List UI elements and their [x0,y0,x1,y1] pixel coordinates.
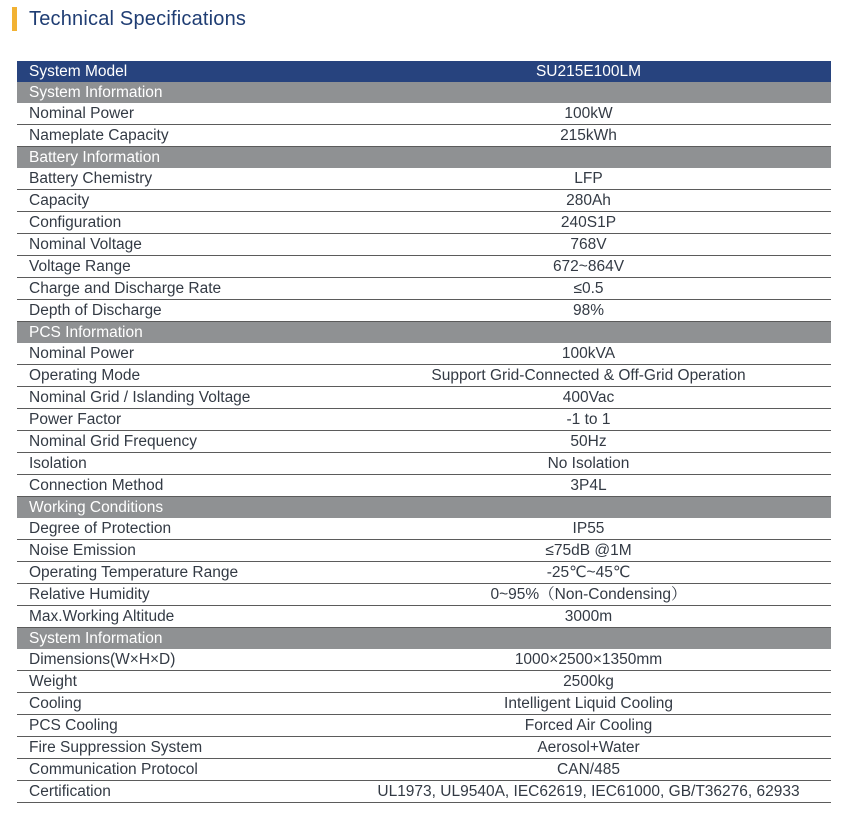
section-header-row [17,497,831,519]
spec-value: Support Grid-Connected & Off-Grid Operation [346,365,831,387]
spec-value: 240S1P [346,212,831,234]
spec-value: -1 to 1 [346,409,831,431]
spec-row [17,540,831,562]
section-title: System Information [17,82,831,103]
spec-row [17,562,831,584]
spec-label: Noise Emission [17,540,346,562]
system-model-value: SU215E100LM [346,61,831,82]
spec-label: Power Factor [17,409,346,431]
spec-label: PCS Cooling [17,715,346,737]
spec-row [17,737,831,759]
spec-label: Degree of Protection [17,518,346,540]
spec-value: Aerosol+Water [346,737,831,759]
section-title: Battery Information [17,147,831,169]
spec-row [17,649,831,671]
section-header-row [17,82,831,103]
spec-label: Nominal Grid Frequency [17,431,346,453]
section-header-row [17,147,831,169]
spec-value: 0~95%（Non-Condensing） [346,584,831,606]
section-title: System Information [17,628,831,650]
spec-row [17,671,831,693]
spec-value: No Isolation [346,453,831,475]
spec-label: Connection Method [17,475,346,497]
spec-row [17,606,831,628]
spec-value: ≤0.5 [346,278,831,300]
spec-value: 768V [346,234,831,256]
spec-label: Nominal Power [17,103,346,125]
spec-table [17,61,831,803]
spec-row [17,125,831,147]
spec-value: CAN/485 [346,759,831,781]
spec-value: 215kWh [346,125,831,147]
section-title: Working Conditions [17,497,831,519]
spec-value: 1000×2500×1350mm [346,649,831,671]
spec-value: 3000m [346,606,831,628]
spec-label: Cooling [17,693,346,715]
spec-value: 400Vac [346,387,831,409]
spec-label: Voltage Range [17,256,346,278]
spec-row [17,584,831,606]
spec-value: 100kW [346,103,831,125]
spec-label: Capacity [17,190,346,212]
spec-row [17,693,831,715]
spec-label: Dimensions(W×H×D) [17,649,346,671]
spec-value: UL1973, UL9540A, IEC62619, IEC61000, GB/T36276, 62933 [346,781,831,803]
spec-value: ≤75dB @1M [346,540,831,562]
spec-row [17,518,831,540]
spec-label: Charge and Discharge Rate [17,278,346,300]
spec-row [17,212,831,234]
spec-label: Operating Temperature Range [17,562,346,584]
spec-label: Nominal Power [17,343,346,365]
spec-row [17,781,831,803]
spec-label: Nominal Voltage [17,234,346,256]
spec-row [17,278,831,300]
spec-row [17,300,831,322]
spec-value: 3P4L [346,475,831,497]
page-title: Technical Specifications [29,7,247,30]
spec-value: Forced Air Cooling [346,715,831,737]
system-model-row [17,61,831,82]
spec-label: Depth of Discharge [17,300,346,322]
spec-row [17,715,831,737]
spec-row [17,453,831,475]
spec-row [17,409,831,431]
spec-value: -25℃~45℃ [346,562,831,584]
spec-row [17,103,831,125]
spec-value: LFP [346,168,831,190]
spec-label: Battery Chemistry [17,168,346,190]
spec-label: Weight [17,671,346,693]
section-title: PCS Information [17,322,831,344]
spec-value: 2500kg [346,671,831,693]
spec-row [17,234,831,256]
section-header-row [17,322,831,344]
spec-row [17,475,831,497]
spec-row [17,431,831,453]
page-header [12,6,246,32]
spec-value: 50Hz [346,431,831,453]
spec-value: Intelligent Liquid Cooling [346,693,831,715]
spec-row [17,759,831,781]
spec-row [17,256,831,278]
spec-row [17,343,831,365]
spec-label: Fire Suppression System [17,737,346,759]
spec-row [17,365,831,387]
spec-label: Configuration [17,212,346,234]
spec-label: Nominal Grid / Islanding Voltage [17,387,346,409]
spec-label: Isolation [17,453,346,475]
spec-row [17,168,831,190]
spec-label: Nameplate Capacity [17,125,346,147]
spec-row [17,190,831,212]
spec-label: Certification [17,781,346,803]
spec-label: Communication Protocol [17,759,346,781]
spec-label: Operating Mode [17,365,346,387]
spec-row [17,387,831,409]
spec-label: Relative Humidity [17,584,346,606]
title-accent-bar [12,7,17,31]
spec-value: 280Ah [346,190,831,212]
spec-value: 100kVA [346,343,831,365]
system-model-label: System Model [17,61,346,82]
spec-value: IP55 [346,518,831,540]
spec-value: 672~864V [346,256,831,278]
section-header-row [17,628,831,650]
spec-label: Max.Working Altitude [17,606,346,628]
spec-value: 98% [346,300,831,322]
